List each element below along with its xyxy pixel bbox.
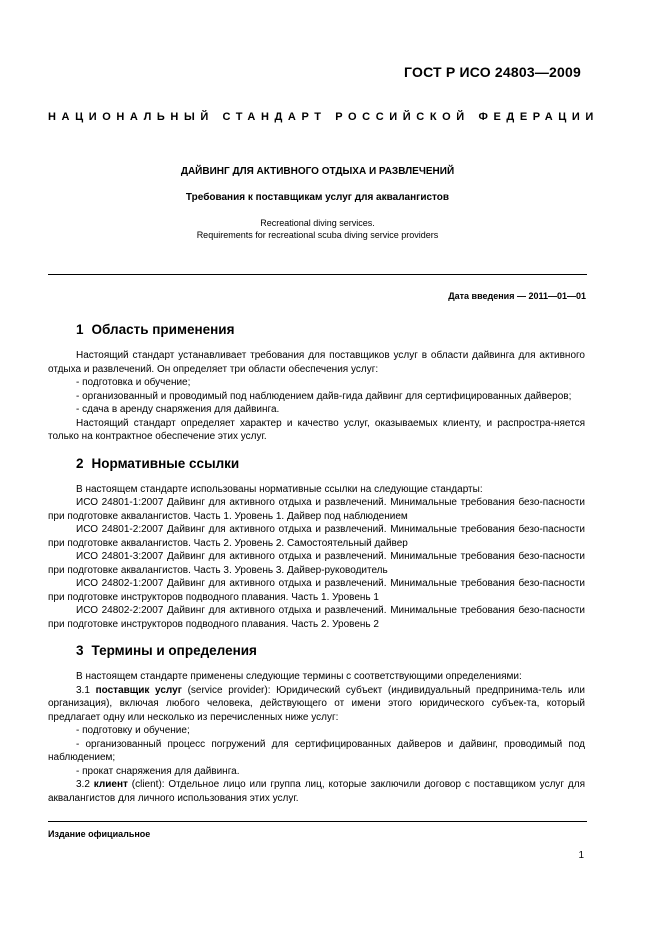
reference-item: ИСО 24802-1:2007 Дайвинг для активного отдыха и развлечений. Минимальные требования безо-пасности при подготовке инструкторов подводного плавания. Часть 1. Уровень 1 xyxy=(48,578,585,603)
section-1 xyxy=(48,322,585,444)
edition-label: Издание официальное xyxy=(48,829,151,839)
section-3 xyxy=(48,643,585,805)
term-name: поставщик услуг xyxy=(95,684,182,696)
section-2 xyxy=(48,456,585,632)
term-definition: 3.2 клиент (client): Отдельное лицо или группа лиц, которые заключили договор с поставщиком услуг для аквалангистов для личного использования этих услуг. xyxy=(48,779,585,804)
section-heading: 3 Термины и определения xyxy=(76,643,257,658)
list-item: - организованный процесс погружений для сертифицированных дайверов и дайвинг, проводимый под наблюдением; xyxy=(48,738,585,763)
document-title: ДАЙВИНГ ДЛЯ АКТИВНОГО ОТДЫХА И РАЗВЛЕЧЕНИЙ xyxy=(180,166,455,177)
header-divider xyxy=(48,274,587,275)
term-definition: 3.1 поставщик услуг (service provider): Юридический субъект (индивидуальный предпринима-тель или организация), включая любого человека, действующего от имени этого юридического субъек-та, который предлагает одну или несколько из перечисленных ниже услуг: xyxy=(48,684,585,723)
national-standard-banner: НАЦИОНАЛЬНЫЙ СТАНДАРТ РОССИЙСКОЙ ФЕДЕРАЦИИ xyxy=(48,111,599,123)
reference-item: ИСО 24801-2:2007 Дайвинг для активного отдыха и развлечений. Минимальные требования безо-пасности при подготовке аквалангистов. Часть 2. Уровень 2. Самостоятельный дайвер xyxy=(48,524,585,549)
paragraph: В настоящем стандарте использованы нормативные ссылки на следующие стандарты: xyxy=(76,483,483,495)
list-item: - сдача в аренду снаряжения для дайвинга. xyxy=(76,404,280,415)
list-item: - организованный и проводимый под наблюдением дайв-гида дайвинг для сертифицированных дайверов; xyxy=(76,390,572,402)
document-subtitle: Требования к поставщикам услуг для аквалангистов xyxy=(185,192,450,203)
section-heading: 1 Область применения xyxy=(76,322,235,337)
list-item: - подготовку и обучение; xyxy=(76,725,190,736)
section-heading: 2 Нормативные ссылки xyxy=(76,455,240,471)
page-number: 1 xyxy=(578,850,584,861)
reference-item: ИСО 24802-2:2007 Дайвинг для активного отдыха и развлечений. Минимальные требования безо-пасности при подготовке инструкторов подводного плавания. Часть 2. Уровень 2 xyxy=(48,605,585,630)
english-title-line-2: Requirements for recreational scuba diving service providers xyxy=(196,230,439,240)
paragraph: Настоящий стандарт определяет характер и качество услуг, оказываемых клиенту, и распростра-няется только на контрактное обеспечение этих услуг. xyxy=(48,417,585,442)
reference-item: ИСО 24801-1:2007 Дайвинг для активного отдыха и развлечений. Минимальные требования безо-пасности при подготовке аквалангистов. Часть 1. Уровень 1. Дайвер под наблюдением xyxy=(48,497,585,522)
english-title xyxy=(48,217,587,241)
reference-item: ИСО 24801-3:2007 Дайвинг для активного отдыха и развлечений. Минимальные требования безо-пасности при подготовке аквалангистов. Часть 3. Уровень 3. Дайвер-руководитель xyxy=(48,551,585,576)
standard-number: ГОСТ Р ИСО 24803—2009 xyxy=(404,64,581,80)
list-item: - прокат снаряжения для дайвинга. xyxy=(76,765,240,777)
footer-divider xyxy=(48,821,587,822)
list-item: - подготовка и обучение; xyxy=(76,377,191,388)
introduction-date: Дата введения — 2011—01—01 xyxy=(448,291,586,301)
paragraph: В настоящем стандарте применены следующие термины с соответствующими определениями: xyxy=(76,671,522,682)
paragraph: Настоящий стандарт устанавливает требования для поставщиков услуг в области дайвинга для активного отдыха и развлечений. Он определяет три области обеспечения услуг: xyxy=(48,350,585,375)
term-name: клиент xyxy=(93,779,128,790)
document-body xyxy=(48,322,585,817)
english-title-line-1: Recreational diving services. xyxy=(260,218,375,228)
